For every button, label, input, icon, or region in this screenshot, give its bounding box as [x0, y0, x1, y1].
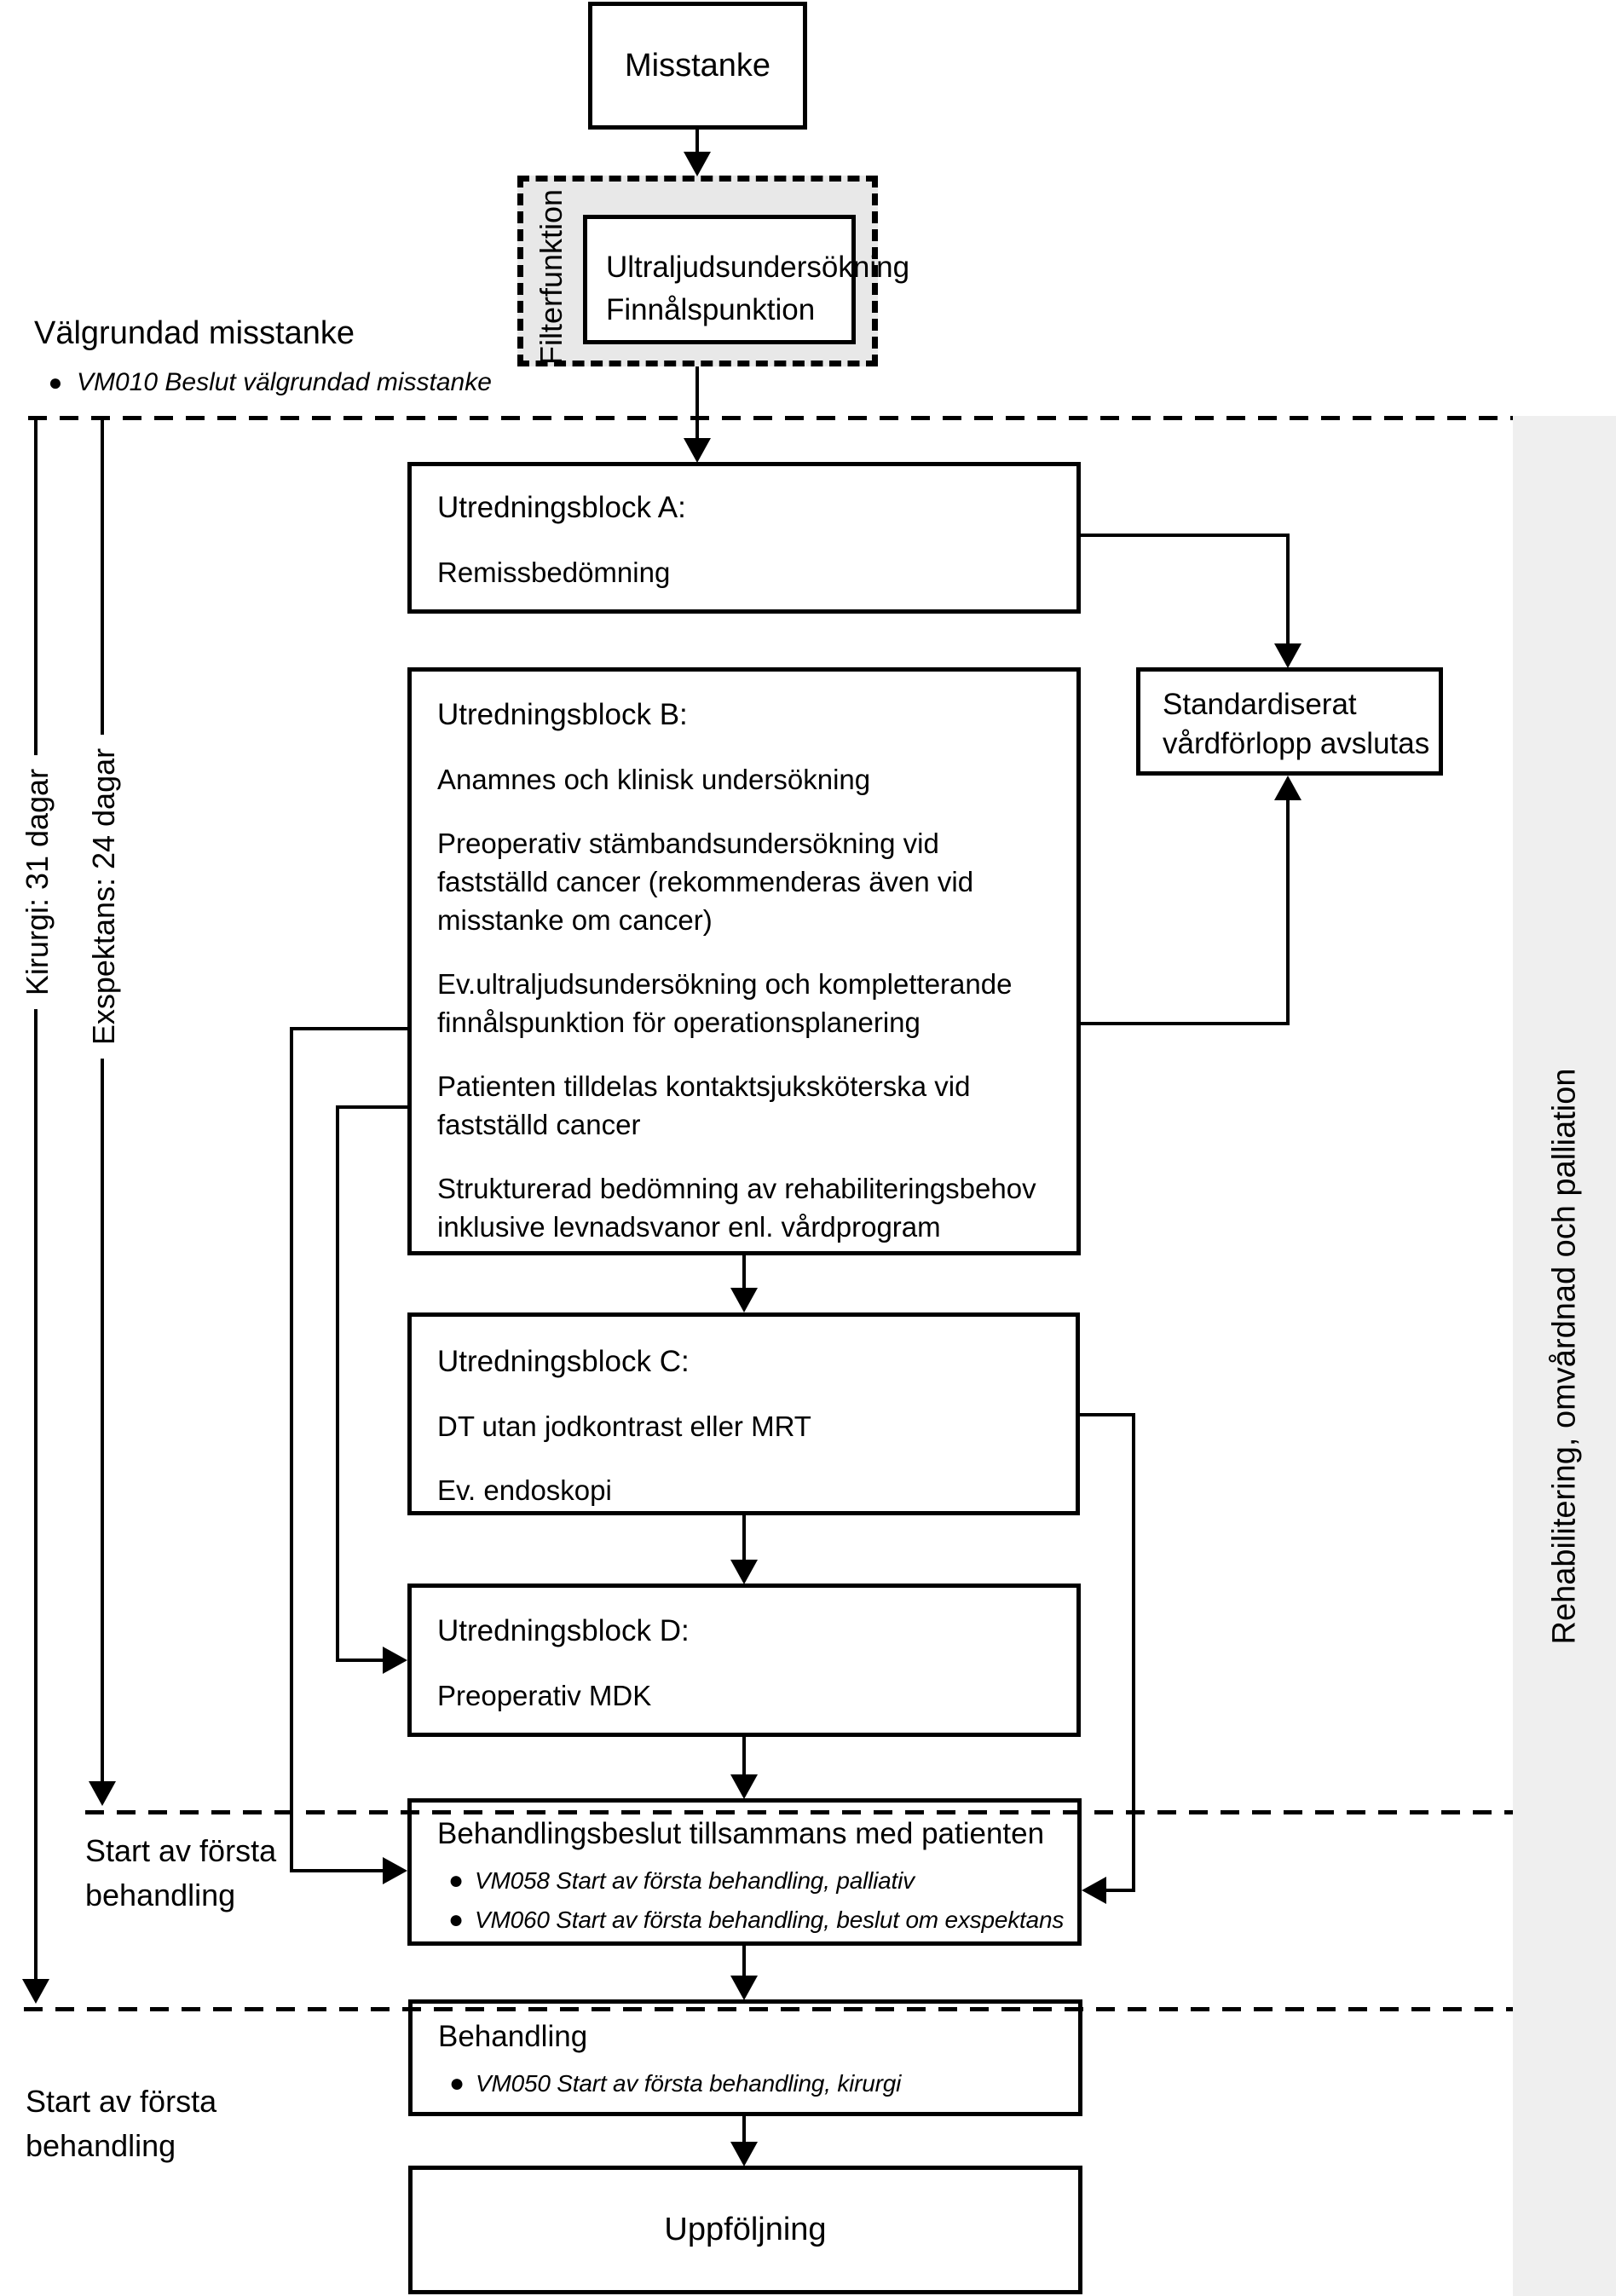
- exspektans-timeline-label: Exspektans: 24 dagar: [79, 735, 129, 1059]
- start-first-treatment-label-lower: Start av första behandling: [26, 2084, 217, 2163]
- rehab-band-label: Rehabilitering, omvårdnad och palliation: [1546, 1068, 1582, 1644]
- behandlingsbeslut-node: [407, 1798, 1082, 1946]
- loop-c-beslut-h1: [1080, 1413, 1135, 1416]
- block-b-paragraph: Ev.ultraljudsundersökning och kompletterande finnålspunktion för operationsplanering: [437, 968, 1013, 1038]
- bullet-icon: ●: [447, 1906, 465, 1934]
- arrowhead-into-behandling: [730, 1976, 758, 2000]
- arrowhead-into-beslut-top: [730, 1774, 758, 1799]
- block-b-paragraph: Strukturerad bedömning av rehabiliteringsbehov inklusive levnadsvanor enl. vårdprogram: [437, 1173, 1036, 1243]
- filter-container: [517, 176, 910, 366]
- loop-b-d-h2: [336, 1659, 384, 1662]
- connector-d-beslut: [742, 1737, 746, 1776]
- connector-filter-block-a: [695, 366, 699, 438]
- arrowhead-into-block-d-left: [383, 1647, 407, 1674]
- arrowhead-into-block-c: [730, 1288, 758, 1312]
- filter-label: Filterfunktion: [534, 188, 568, 366]
- block-a-node: [407, 462, 1081, 614]
- block-c-paragraph: DT utan jodkontrast eller MRT: [437, 1410, 811, 1442]
- valgrundad-heading: Välgrundad misstanke: [34, 315, 355, 351]
- loop-b-beslut-v: [290, 1027, 293, 1872]
- bullet-icon: ●: [447, 1866, 465, 1895]
- behandlingsbeslut-bullet: VM060 Start av första behandling, beslut om exspektans: [475, 1907, 1065, 1933]
- uppfoljning-label: Uppföljning: [664, 2212, 827, 2247]
- arrowhead-into-block-d: [730, 1560, 758, 1584]
- svf-avslutas-node: [1136, 667, 1443, 776]
- start-first-treatment-label-upper: Start av första behandling: [85, 1833, 277, 1912]
- block-b-paragraph: Anamnes och klinisk undersökning: [437, 764, 871, 795]
- kirurgi-timeline-line: [34, 418, 38, 1979]
- block-d-node: [407, 1584, 1081, 1737]
- connector-behandling-uppfoljning: [742, 2116, 746, 2143]
- loop-c-beslut-h2: [1105, 1889, 1135, 1892]
- svf-avslutas-lines: Standardiserat vårdförlopp avslutas: [1163, 688, 1430, 760]
- arrowhead-into-svf-bottom: [1274, 776, 1301, 800]
- kirurgi-timeline-arrowhead: [22, 1979, 49, 2004]
- block-c-node: [407, 1312, 1080, 1515]
- connector-b-svf-h: [1081, 1022, 1290, 1025]
- filter-exam-node: [583, 215, 910, 344]
- connector-beslut-behandling: [742, 1946, 746, 1977]
- behandlingsbeslut-bullet: VM058 Start av första behandling, palliativ: [475, 1867, 915, 1894]
- valgrundad-bullet: VM010 Beslut välgrundad misstanke: [77, 368, 492, 396]
- arrowhead-into-block-a: [684, 438, 711, 463]
- loop-b-d-h1: [336, 1105, 407, 1109]
- exspektans-timeline-line: [101, 418, 104, 1781]
- filter-exam-lines: Ultraljudsundersökning Finnålspunktion: [606, 251, 910, 326]
- rehab-band: [1513, 416, 1616, 2296]
- dashed-line-valgrundad: [28, 416, 1513, 420]
- block-b-paragraph: Patienten tilldelas kontaktsjuksköterska vid fastställd cancer: [437, 1070, 971, 1140]
- behandling-bullet: VM050 Start av första behandling, kirurgi: [476, 2070, 902, 2097]
- loop-c-beslut-v: [1132, 1413, 1135, 1892]
- connector-b-svf-v: [1286, 799, 1290, 1025]
- arrowhead-into-beslut-left: [383, 1857, 407, 1884]
- block-b-title: Utredningsblock B:: [437, 698, 688, 731]
- block-a-line: Remissbedömning: [437, 557, 671, 588]
- bullet-icon: ●: [448, 2069, 465, 2097]
- kirurgi-timeline-label: Kirurgi: 31 dagar: [13, 755, 62, 1009]
- block-a-title: Utredningsblock A:: [437, 491, 686, 524]
- block-b-node: [407, 667, 1081, 1255]
- valgrundad-misstanke-label-group: [34, 314, 492, 399]
- connector-a-svf-h: [1081, 534, 1290, 537]
- connector-a-svf-v: [1286, 534, 1290, 643]
- block-c-paragraph: Ev. endoskopi: [437, 1474, 612, 1506]
- misstanke-label: Misstanke: [624, 47, 771, 84]
- behandling-title: Behandling: [438, 2020, 588, 2053]
- bullet-icon: ●: [48, 369, 63, 395]
- arrowhead-into-uppfoljning: [730, 2142, 758, 2166]
- loop-b-beslut-h1: [290, 1027, 407, 1030]
- behandlingsbeslut-title: Behandlingsbeslut tillsammans med patienten: [437, 1817, 1045, 1850]
- block-d-paragraph: Preoperativ MDK: [437, 1680, 652, 1711]
- block-d-title: Utredningsblock D:: [437, 1614, 690, 1647]
- arrowhead-into-filter: [684, 152, 711, 176]
- arrowhead-into-beslut-right: [1082, 1877, 1106, 1904]
- connector-misstanke-filter: [695, 130, 699, 153]
- exspektans-timeline-arrowhead: [89, 1781, 116, 1806]
- behandling-node: [408, 1999, 1082, 2116]
- arrowhead-into-svf-top: [1274, 643, 1301, 668]
- uppfoljning-node: [408, 2166, 1082, 2294]
- loop-b-d-v: [336, 1105, 339, 1662]
- block-c-title: Utredningsblock C:: [437, 1345, 690, 1378]
- loop-b-beslut-h2: [290, 1869, 384, 1872]
- misstanke-node: [588, 2, 807, 130]
- block-b-paragraph: Preoperativ stämbandsundersökning vid fastställd cancer (rekommenderas även vid misstanke om cancer): [437, 828, 974, 936]
